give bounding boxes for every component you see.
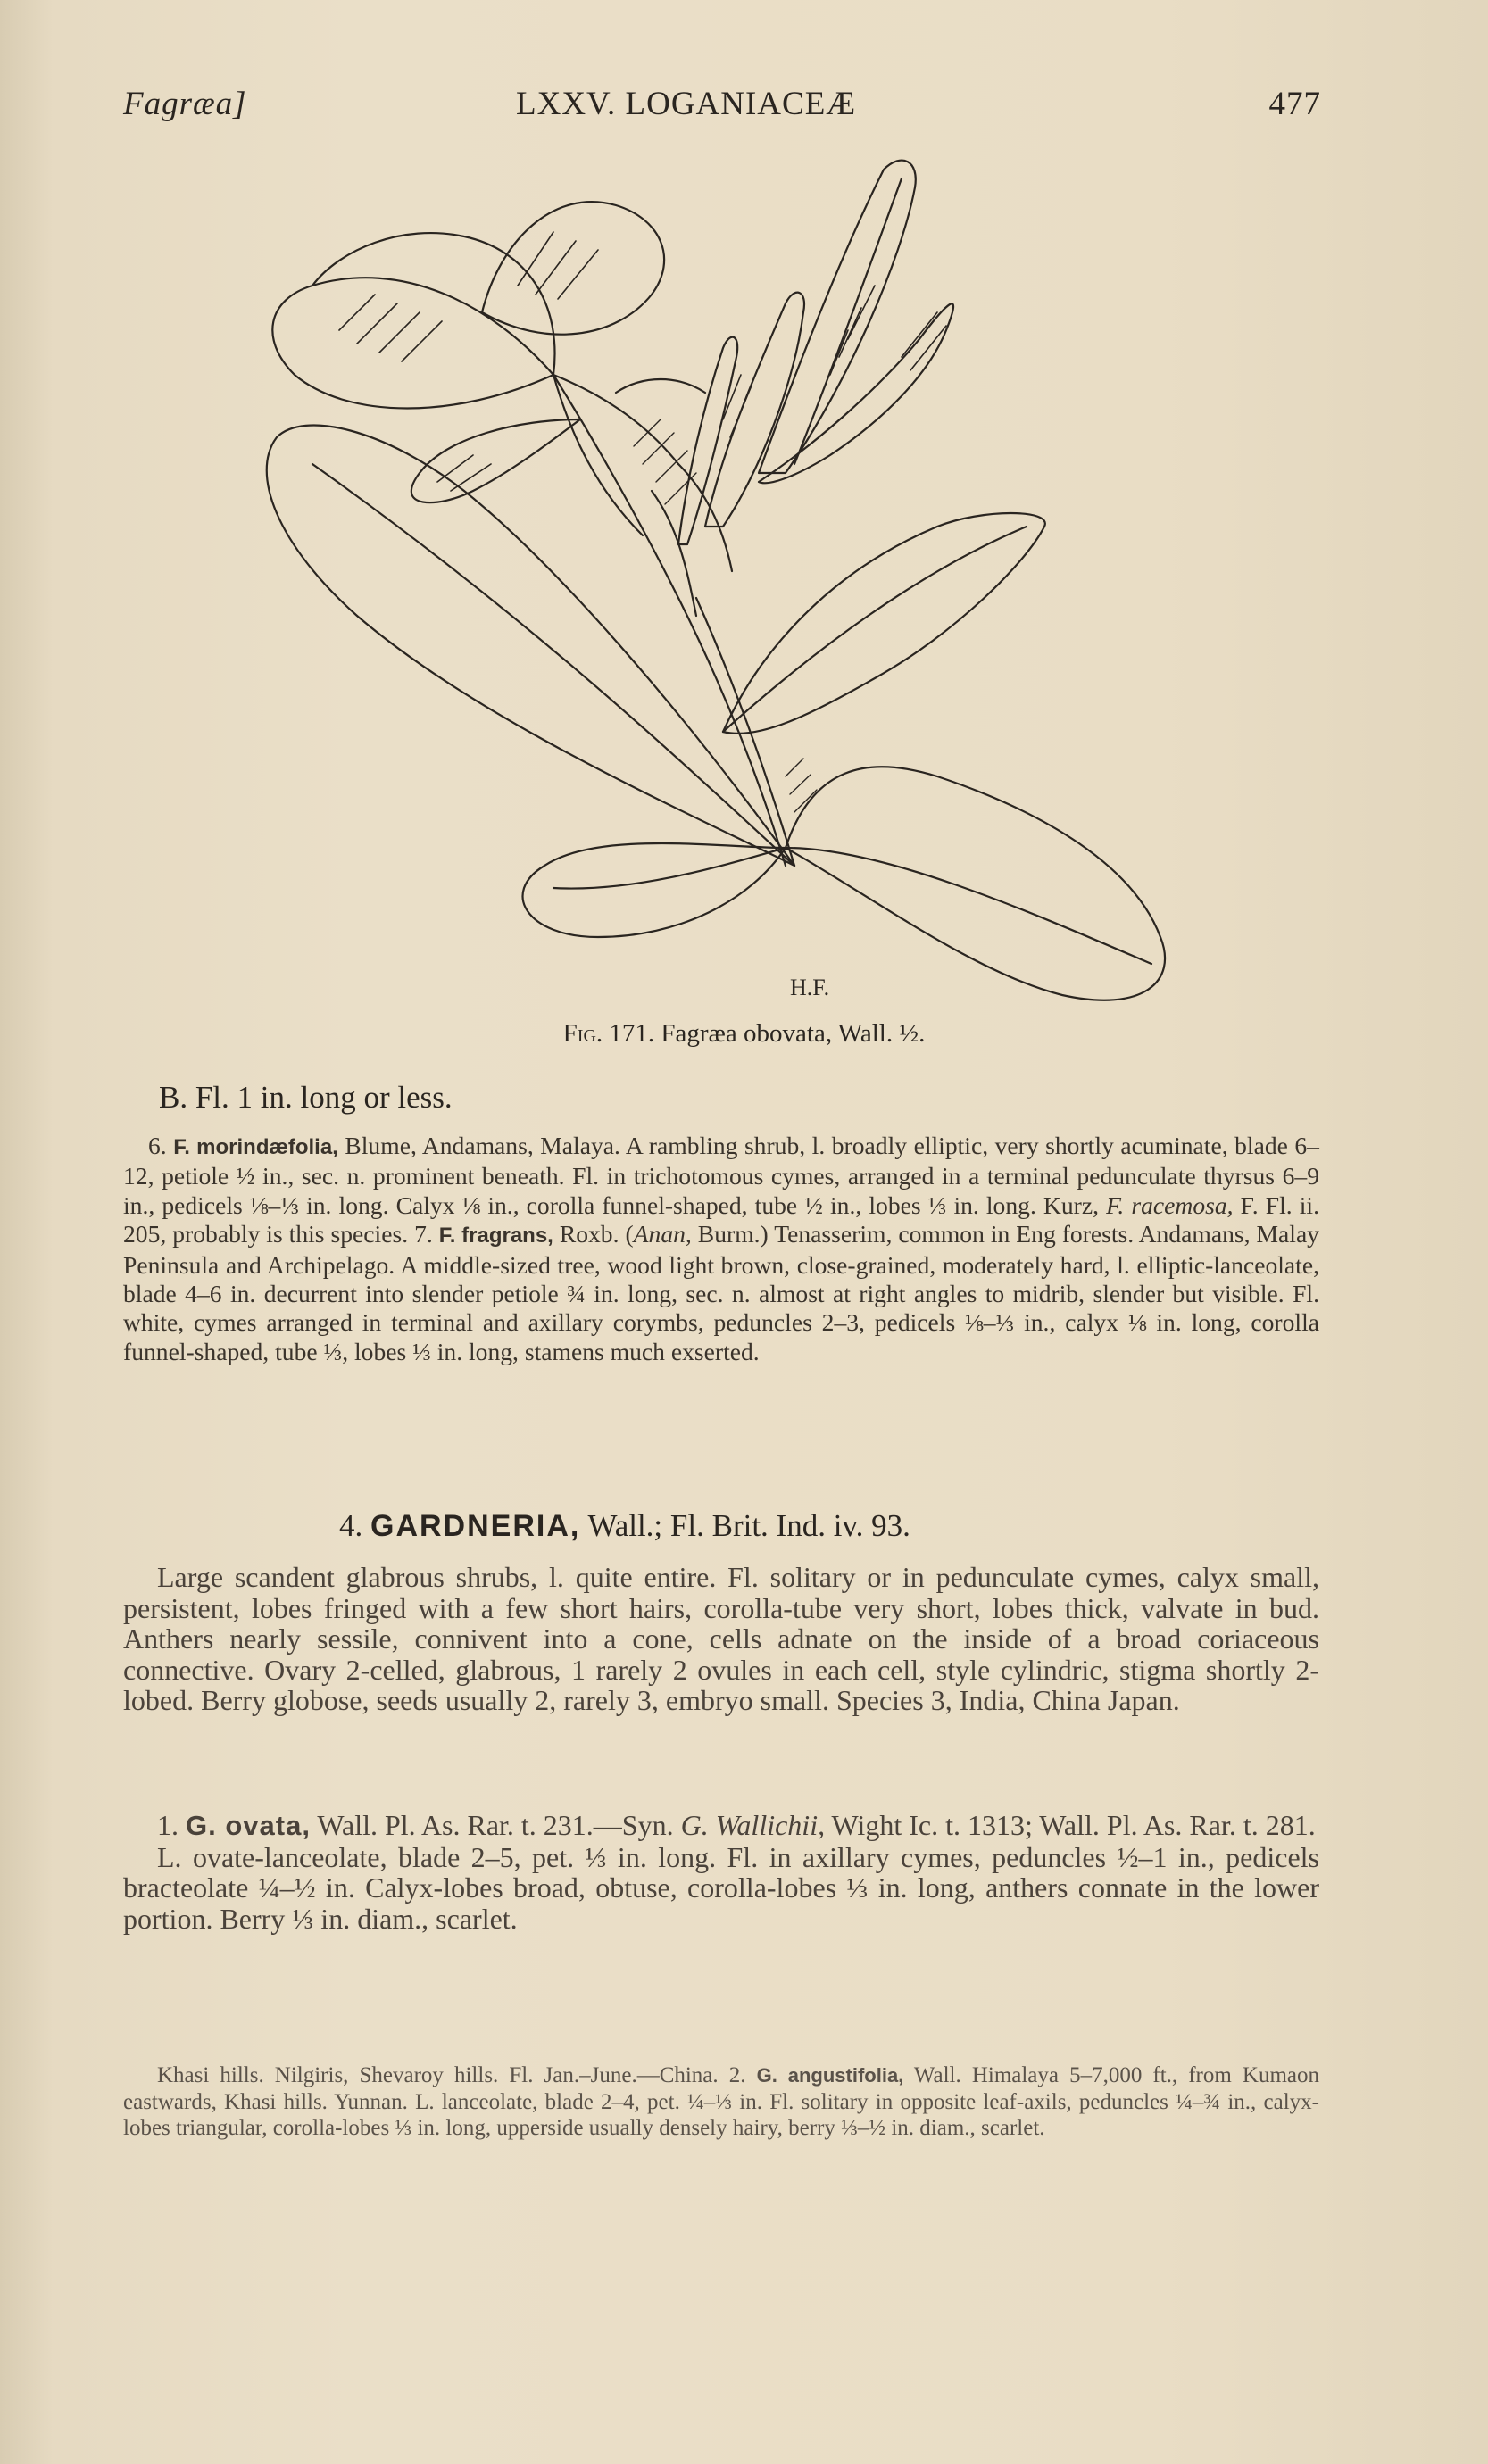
figure-number: Fig. 171. [562,1019,655,1048]
species-number: 7. [414,1220,433,1249]
species-text: Roxb. ( [559,1220,634,1249]
species-text: Blume, Andamans, Malaya. A rambling shrub, l. broadly elliptic, very shortly acuminate, blade 6–12, petiole ½ in., sec. n. prominent beneath. Fl. in trichotomous cymes, arranged in a terminal pedunculate thyrsus 6–9 in., pedicels ⅛–⅓ in. long. Calyx ⅛ in., corolla funnel-shaped, tube ½ in., lobes ⅓ in. long. Kurz, [123,1132,1319,1219]
genus-authority: Wall.; Fl. Brit. Ind. iv. 93. [587,1508,910,1543]
species-6-7-paragraph [123,1132,1319,1366]
genus-description [123,1562,1319,1716]
distribution-text: Khasi hills. Nilgiris, Shevaroy hills. Fl. Jan.–June.—China. [157,2063,719,2087]
botanical-illustration [259,152,1196,1008]
figure-title: Fagræa obovata, Wall. [661,1019,894,1048]
species-name: G. ovata, [186,1810,311,1841]
distribution-paragraph [123,2062,1319,2142]
genus-name: GARDNERIA, [370,1509,581,1543]
species-name: F. fragrans, [438,1224,553,1249]
figure-caption [0,1019,1488,1049]
figure-scale: ½. [899,1019,926,1048]
species-text: Wall. Himalaya 5–7,000 ft., from Kumaon eastwards, Khasi hills. Yunnan. L. lanceolate, blade 2–4, pet. ¼–⅓ in. Fl. solitary in opposite leaf-axils, peduncles ¼–¾ in., calyx-lobes triangular, corolla-lobes ⅓ in. long, upperside usually densely hairy, berry ⅓–½ in. diam., scarlet. [123,2063,1319,2141]
genus-heading [339,1508,910,1544]
section-heading-b: B. Fl. 1 in. long or less. [159,1080,453,1115]
species-number: 6. [148,1132,167,1159]
species-name: F. morindæfolia, [173,1135,338,1159]
vernacular-name: Anan, [633,1220,692,1249]
species-number: 2. [728,2063,746,2087]
species-text: Wight Ic. t. 1313; Wall. Pl. As. Rar. t. 281. [831,1809,1316,1841]
genus-description-text: Large scandent glabrous shrubs, l. quite entire. Fl. solitary or in pedunculate cymes, calyx small, persistent, lobes fringed with a few short hairs, corolla-tube very short, lobes thick, valvate in bud. Anthers nearly sessile, connivent into a cone, cells adnate on the inside of a broad coriaceous connective. Ovary 2-celled, glabrous, 1 rarely 2 ovules in each cell, style cylindric, stigma shortly 2-lobed. Berry globose, seeds usually 2, rarely 3, embryo small. Species 3, India, China Japan. [123,1561,1319,1717]
synonym-name: G. Wallichii, [680,1809,826,1841]
fagraea-drawing [259,152,1196,1008]
header-family: LXXV. LOGANIACEÆ [516,86,857,122]
page-number: 477 [1268,86,1321,122]
species-text: Burm.) Tenasserim, common in Eng forests. Andamans, Malay Peninsula and Archipelago. A middle-sized tree, wood light brown, close-grained, moderately hard, l. elliptic-lanceolate, blade 4–6 in. decurrent into slender petiole ¾ in. long, sec. n. almost at right angles to midrib, slender but visible. Fl. white, cymes arranged in terminal and axillary corymbs, peduncles 2–3, pedicels ⅛–⅓ in., calyx ⅛ in. long, corolla funnel-shaped, tube ⅓, lobes ⅓ in. long, stamens much exserted. [123,1220,1319,1365]
illustrator-signature: H.F. [790,975,830,1000]
species-text: Wall. Pl. As. Rar. t. 231.—Syn. [317,1809,674,1841]
species-name: G. angustifolia, [756,2064,904,2087]
synonym-name: F. racemosa, [1106,1191,1234,1219]
species-text: F. Fl. ii. 205, probably is this species. [123,1191,1319,1249]
species-description: L. ovate-lanceolate, blade 2–5, pet. ⅓ in. long. Fl. in axillary cymes, peduncles ½–1 in., pedicels bracteolate ¼–½ in. Calyx-lobes broad, obtuse, corolla-lobes ⅓ in. long, anthers connate in the lower portion. Berry ⅓ in. diam., scarlet. [123,1840,1319,1935]
species-g1-paragraph [123,1810,1319,1934]
header-genus: Fagræa] [123,86,247,122]
species-number: 1. [157,1809,179,1841]
running-header [123,85,1321,129]
genus-number: 4. [339,1508,363,1543]
